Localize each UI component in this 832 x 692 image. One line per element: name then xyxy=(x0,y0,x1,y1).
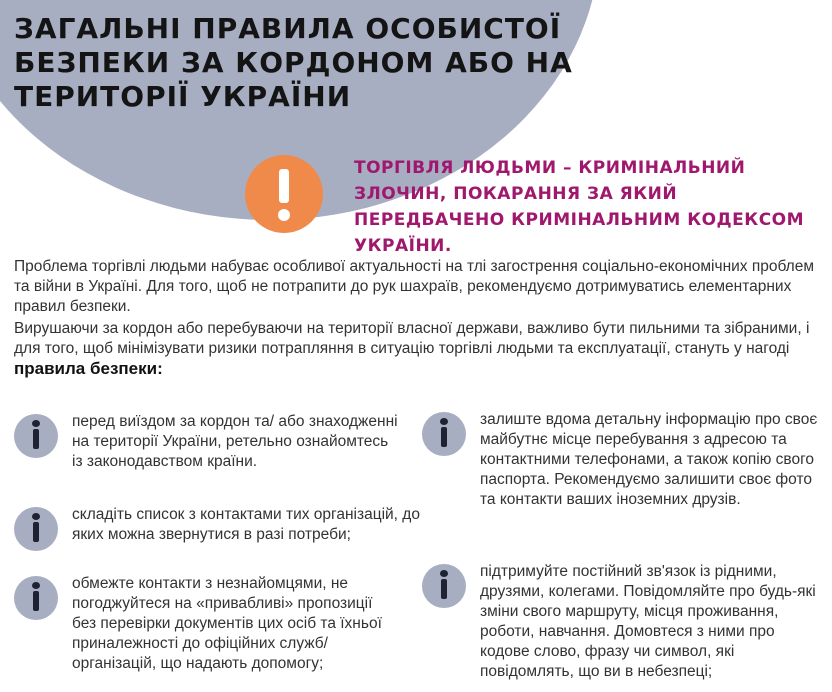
safety-rule-text: складіть список з контактами тих організацій, до яких можна звернутися в разі потреби; xyxy=(72,506,420,543)
intro-paragraph: Проблема торгівлі людьми набуває особливої актуальності на тлі загострення соціально-економічних проблем та війни в Україні. Для того, щоб не потрапити до рук шахраїв, рекомендуємо дотримуватись елементарних правил безпеки. xyxy=(14,258,814,315)
page-title: ЗАГАЛЬНІ ПРАВИЛА ОСОБИСТОЇ БЕЗПЕКИ ЗА КОРДОНОМ АБО НА ТЕРИТОРІЇ УКРАЇНИ xyxy=(14,12,573,113)
safety-rule-text: перед виїздом за кордон та/ або знаходженні на території України, ретельно ознайомтесь із законодавством країни. xyxy=(72,413,398,470)
info-icon xyxy=(422,412,466,456)
safety-rule-text: обмежте контакти з незнайомцями, не погоджуйтеся на «привабливі» пропозиції без перевірки документів цих осіб та їхньої приналежності до офіційних служб/організацій, що надають допомогу; xyxy=(72,575,382,672)
safety-rule-text: підтримуйте постійний зв'язок із рідними, друзями, колегами. Повідомляйте про будь-які зміни свого маршруту, місця проживання, роботи, навчання. Домовтеся з ними про кодове слово, фразу чи символ, які повідомлять, що ви в небезпеці; xyxy=(480,563,816,680)
rules-lead-bold: правила безпеки: xyxy=(14,359,163,378)
crime-warning: ТОРГІВЛЯ ЛЮДЬМИ – КРИМІНАЛЬНИЙ ЗЛОЧИН, ПОКАРАННЯ ЗА ЯКИЙ ПЕРЕДБАЧЕНО КРИМІНАЛЬНИМ КОДЕКСОМ УКРАЇНИ. xyxy=(354,158,805,256)
exclamation-bar xyxy=(279,169,289,203)
safety-rule-text: залиште вдома детальну інформацію про своє майбутнє місце перебування з адресою та контактними телефонами, а також копію свого паспорта. Рекомендуємо залишити своє фото та контакти ваших іноземних друзів. xyxy=(480,411,818,508)
info-icon xyxy=(14,507,58,551)
info-icon xyxy=(422,564,466,608)
exclamation-icon xyxy=(245,155,323,233)
info-icon xyxy=(14,414,58,458)
rules-lead-paragraph xyxy=(14,319,814,380)
info-icon xyxy=(14,576,58,620)
rules-lead-text: Вирушаючи за кордон або перебуваючи на території власної держави, важливо бути пильними та зібраними, і для того, щоб мінімізувати ризики потрапляння в ситуацію торгівлі людьми та експлуатації, стануть у нагоді xyxy=(14,320,810,357)
exclamation-dot xyxy=(278,209,290,221)
